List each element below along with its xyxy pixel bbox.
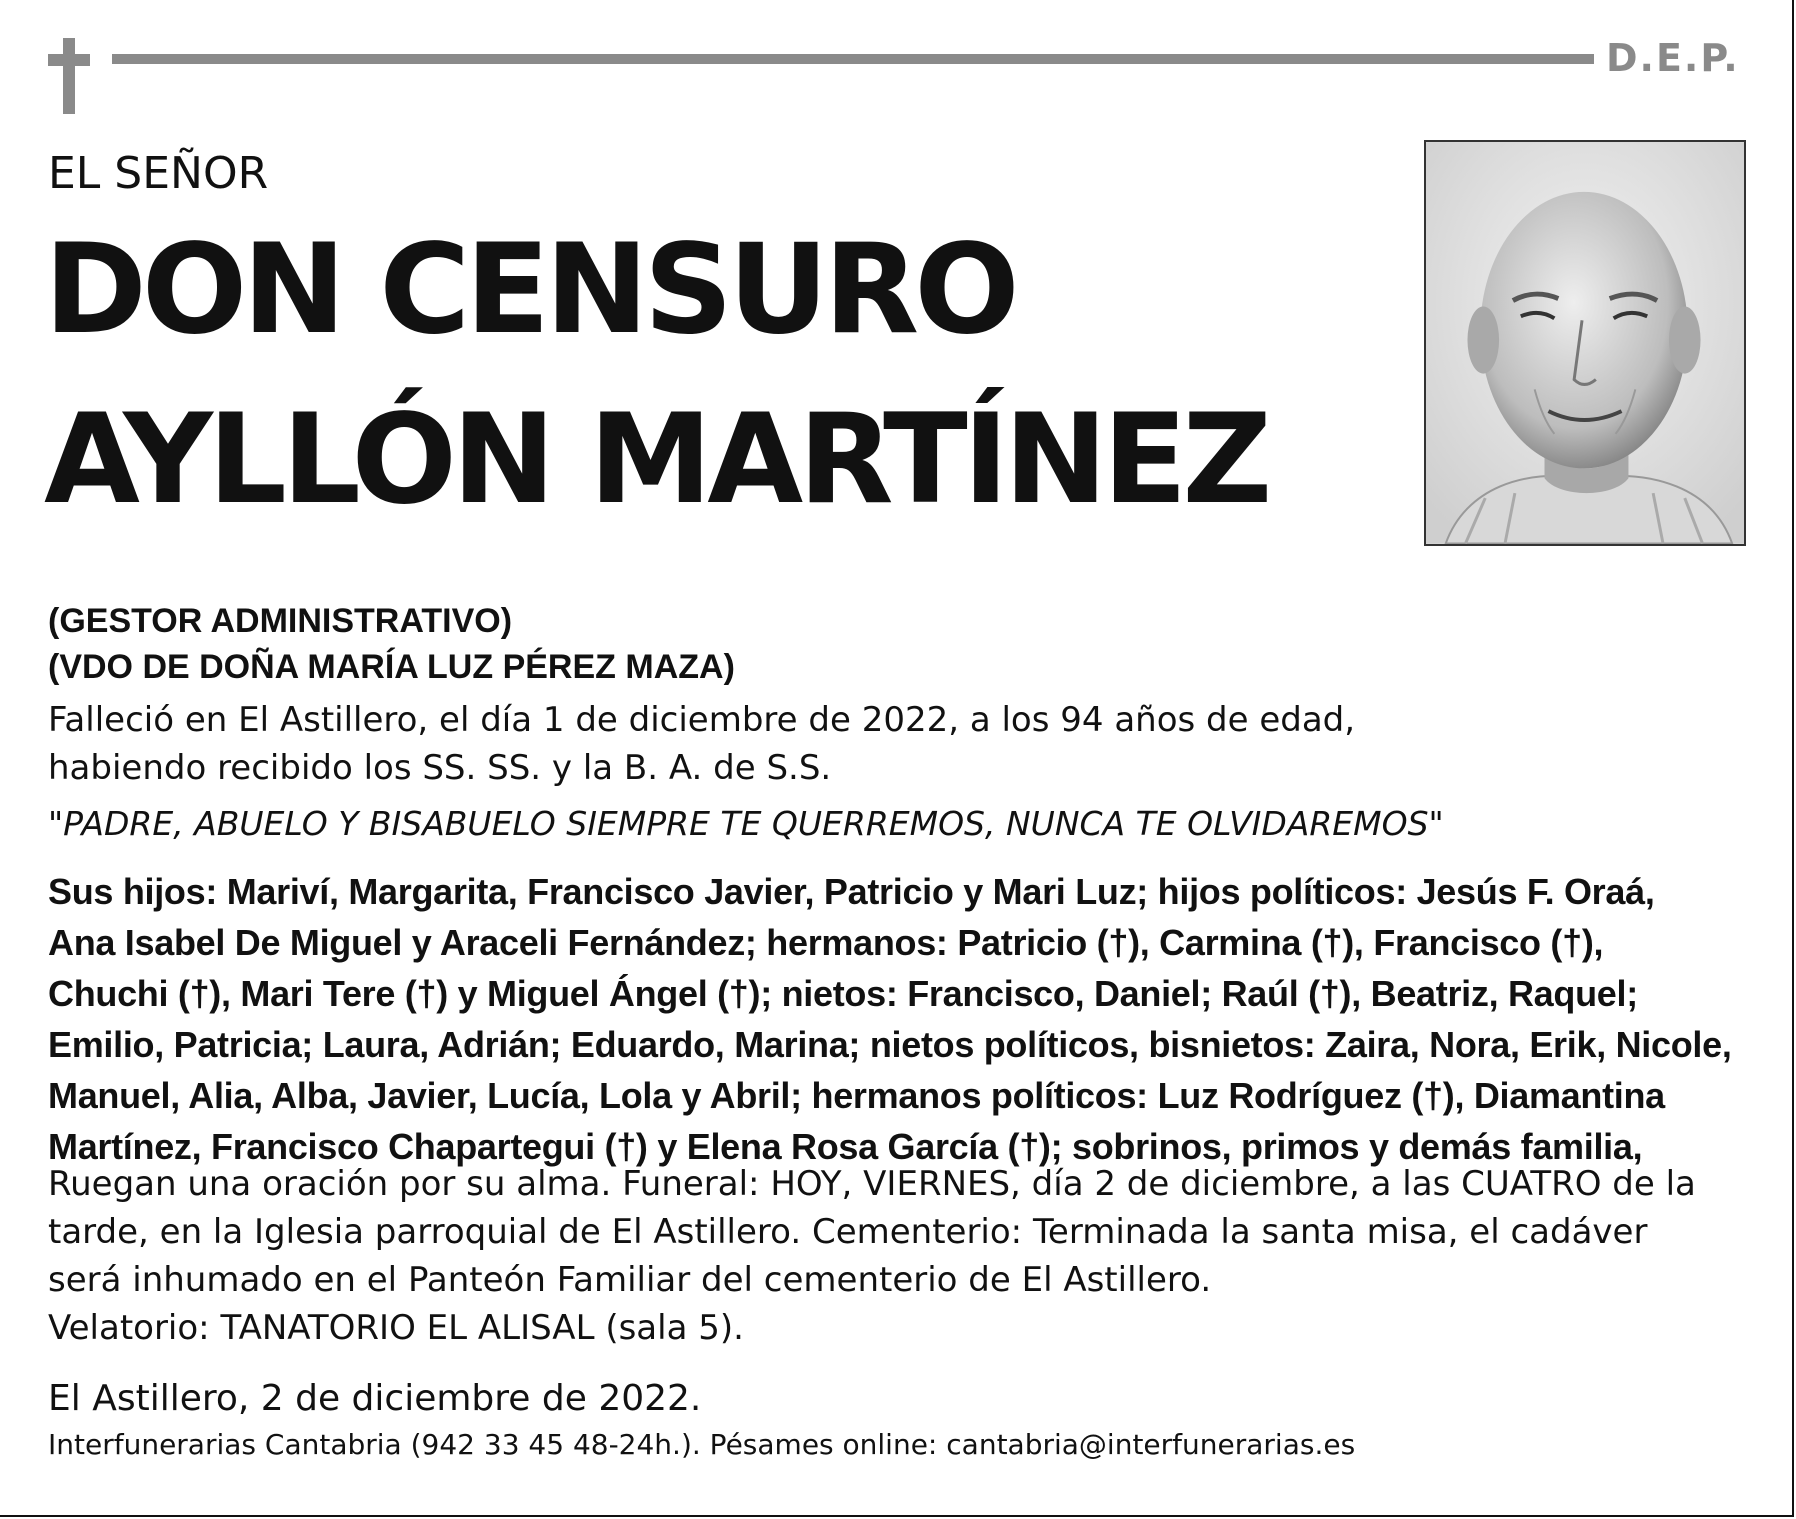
family-line: Manuel, Alia, Alba, Javier, Lucía, Lola y Abril; hermanos políticos: Luz Rodríguez (†), Diamantina bbox=[48, 1075, 1665, 1116]
family-line: Martínez, Francisco Chapartegui (†) y Elena Rosa García (†); sobrinos, primos y demás familia, bbox=[48, 1126, 1643, 1167]
funeral-line: Velatorio: TANATORIO EL ALISAL (sala 5). bbox=[48, 1308, 744, 1348]
header-rule bbox=[112, 54, 1594, 64]
family-quote: "PADRE, ABUELO Y BISABUELO SIEMPRE TE QUERREMOS, NUNCA TE OLVIDAREMOS" bbox=[48, 804, 1444, 843]
dep-label: D.E.P. bbox=[1606, 36, 1740, 80]
deceased-portrait bbox=[1424, 140, 1746, 546]
family-line: Ana Isabel De Miguel y Araceli Fernández; hermanos: Patricio (†), Carmina (†), Francisco (†), bbox=[48, 922, 1604, 963]
funeral-details bbox=[48, 1160, 1696, 1352]
family-list bbox=[48, 866, 1758, 1172]
widower-line: (VDO DE DOÑA MARÍA LUZ PÉREZ MAZA) bbox=[48, 648, 735, 686]
funeral-line: Ruegan una oración por su alma. Funeral: HOY, VIERNES, día 2 de diciembre, a las CUATRO de la bbox=[48, 1164, 1696, 1204]
family-line: Sus hijos: Mariví, Margarita, Francisco Javier, Patricio y Mari Luz; hijos políticos: Jesús F. Oraá, bbox=[48, 871, 1655, 912]
deceased-name-line1: DON CENSURO bbox=[44, 218, 1015, 362]
funeral-line: tarde, en la Iglesia parroquial de El Astillero. Cementerio: Terminada la santa misa, el cadáver bbox=[48, 1212, 1648, 1252]
honorific-title: EL SEÑOR bbox=[48, 148, 269, 199]
deceased-name-line2: AYLLÓN MARTÍNEZ bbox=[44, 388, 1268, 532]
cross-icon bbox=[48, 38, 90, 114]
death-info-line2: habiendo recibido los SS. SS. y la B. A. de S.S. bbox=[48, 748, 832, 788]
family-line: Emilio, Patricia; Laura, Adrián; Eduardo, Marina; nietos políticos, bisnietos: Zaira, Nora, Erik, Nicole, bbox=[48, 1024, 1732, 1065]
death-info-line1: Falleció en El Astillero, el día 1 de diciembre de 2022, a los 94 años de edad, bbox=[48, 700, 1356, 740]
family-line: Chuchi (†), Mari Tere (†) y Miguel Ángel (†); nietos: Francisco, Daniel; Raúl (†), Beatriz, Raquel; bbox=[48, 973, 1638, 1014]
occupation: (GESTOR ADMINISTRATIVO) bbox=[48, 602, 513, 640]
funeral-line: será inhumado en el Panteón Familiar del cementerio de El Astillero. bbox=[48, 1260, 1212, 1300]
funeral-home-contact: Interfunerarias Cantabria (942 33 45 48-24h.). Pésames online: cantabria@interfunerarias.es bbox=[48, 1428, 1356, 1461]
place-date: El Astillero, 2 de diciembre de 2022. bbox=[48, 1378, 702, 1419]
